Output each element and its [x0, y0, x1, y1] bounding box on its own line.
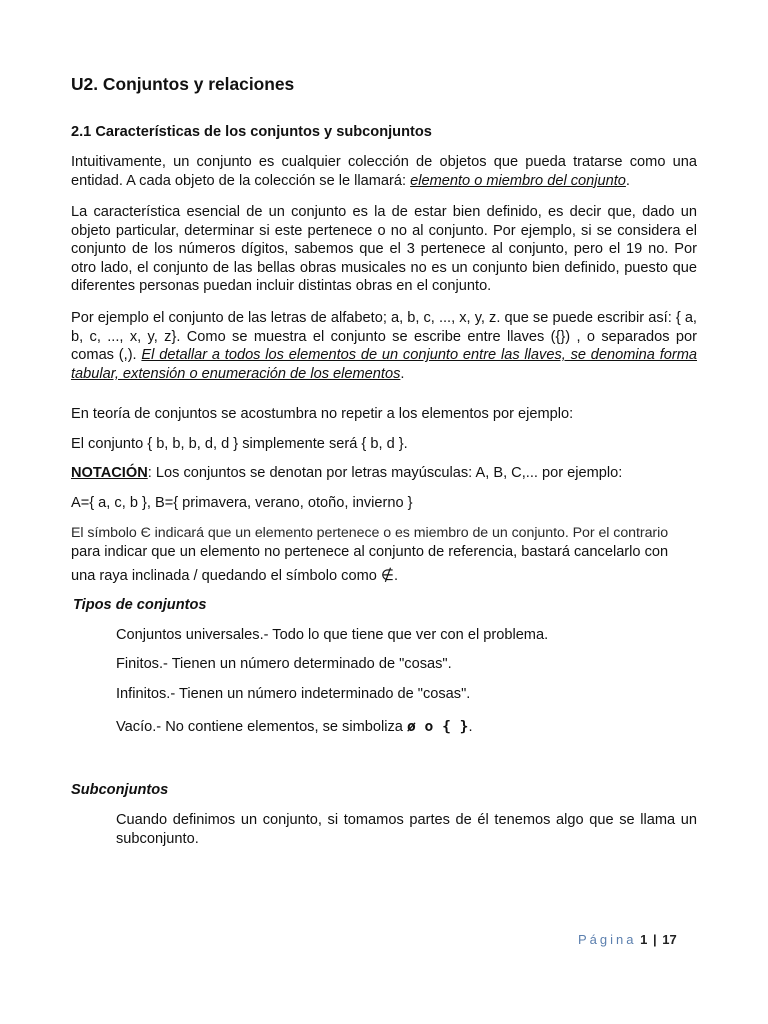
intro-emphasis: elemento o miembro del conjunto [410, 172, 626, 189]
footer-label: Página [578, 932, 637, 947]
intro-text: Intuitivamente, un conjunto es cualquier colección de objetos que pueda tratarse como una entidad. A cada objeto de la colección se le llamará: [71, 154, 697, 189]
empty-set-symbol: ø o { } [406, 718, 469, 735]
intro-end: . [625, 172, 630, 189]
subsets-paragraph: Cuando definimos un conjunto, si tomamos partes de él tenemos algo que se llama un subconjunto. [116, 812, 697, 847]
example-text: Por ejemplo el conjunto de las letras de alfabeto; a, b, c, ..., x, y, z. que se puede escribir así: { a, b, c, ..., x, y, z}. Como se muestra el conjunto se escribe entre llaves ({}) , o separados por comas (,). [71, 310, 697, 364]
notation-text: : Los conjuntos se denotan por letras mayúsculas: A, B, C,... por ejemplo: [147, 465, 623, 481]
empty-text: Vacío.- No contiene elementos, se simboliza [116, 719, 407, 735]
symbol-line-2: para indicar que un elemento no pertenece al conjunto de referencia, bastará cancelarlo con [71, 544, 669, 560]
example-end: . [400, 365, 405, 382]
paragraph-intro [71, 153, 697, 190]
symbol-line-1: El símbolo Є indicará que un elemento pertenece o es miembro de un conjunto. Por el contrario [71, 525, 669, 541]
empty-end: . [468, 719, 473, 735]
footer-total-pages: 17 [662, 932, 677, 947]
section-heading: 2.1 Características de los conjuntos y subconjuntos [71, 124, 432, 140]
list-item-universal: Conjuntos universales.- Todo lo que tiene que ver con el problema. [116, 627, 549, 643]
paragraph-repetition: En teoría de conjuntos se acostumbra no repetir a los elementos por ejemplo: [71, 406, 574, 422]
paragraph-example [71, 309, 697, 383]
symbol-line-3-text: una raya inclinada / quedando el símbolo como [71, 568, 381, 584]
symbol-line-3 [71, 566, 711, 586]
types-heading: Tipos de conjuntos [73, 597, 207, 613]
list-item-finite: Finitos.- Tienen un número determinado de "cosas". [116, 656, 452, 672]
paragraph-sets-example: A={ a, c, b }, B={ primavera, verano, otoño, invierno } [71, 495, 413, 511]
subsets-heading: Subconjuntos [71, 782, 169, 798]
example-emphasis: El detallar a todos los elementos de un conjunto entre las llaves, se denomina forma tabular, extensión o enumeración de los elementos [71, 347, 698, 382]
footer-separator: | [652, 932, 657, 947]
page-footer [578, 931, 677, 950]
footer-page-number: 1 [640, 932, 648, 947]
paragraph-definition: La característica esencial de un conjunto es la de estar bien definido, es decir que, dado un objeto particular, determinar si este pertenece o no al conjunto. Por ejemplo, si se considera el conjunto de los números dígitos, sabemos que el 3 pertenece al conjunto, pero el 19 no. Por otro lado, el conjunto de las bellas obras musicales no es un conjunto bien definido, puesto que diferentes personas puedan incluir distintas obras en el conjunto. [71, 204, 697, 295]
symbol-line-3-end: . [394, 568, 399, 584]
page-title: U2. Conjuntos y relaciones [71, 74, 295, 94]
paragraph-notation [71, 464, 697, 483]
list-item-infinite: Infinitos.- Tienen un número indeterminado de "cosas". [116, 686, 471, 702]
not-element-symbol: ∉ [380, 566, 394, 584]
paragraph-repetition-example: El conjunto { b, b, b, d, d } simplemente será { b, d }. [71, 436, 408, 452]
list-item-empty [116, 718, 697, 737]
notation-label: NOTACIÓN [71, 465, 148, 481]
